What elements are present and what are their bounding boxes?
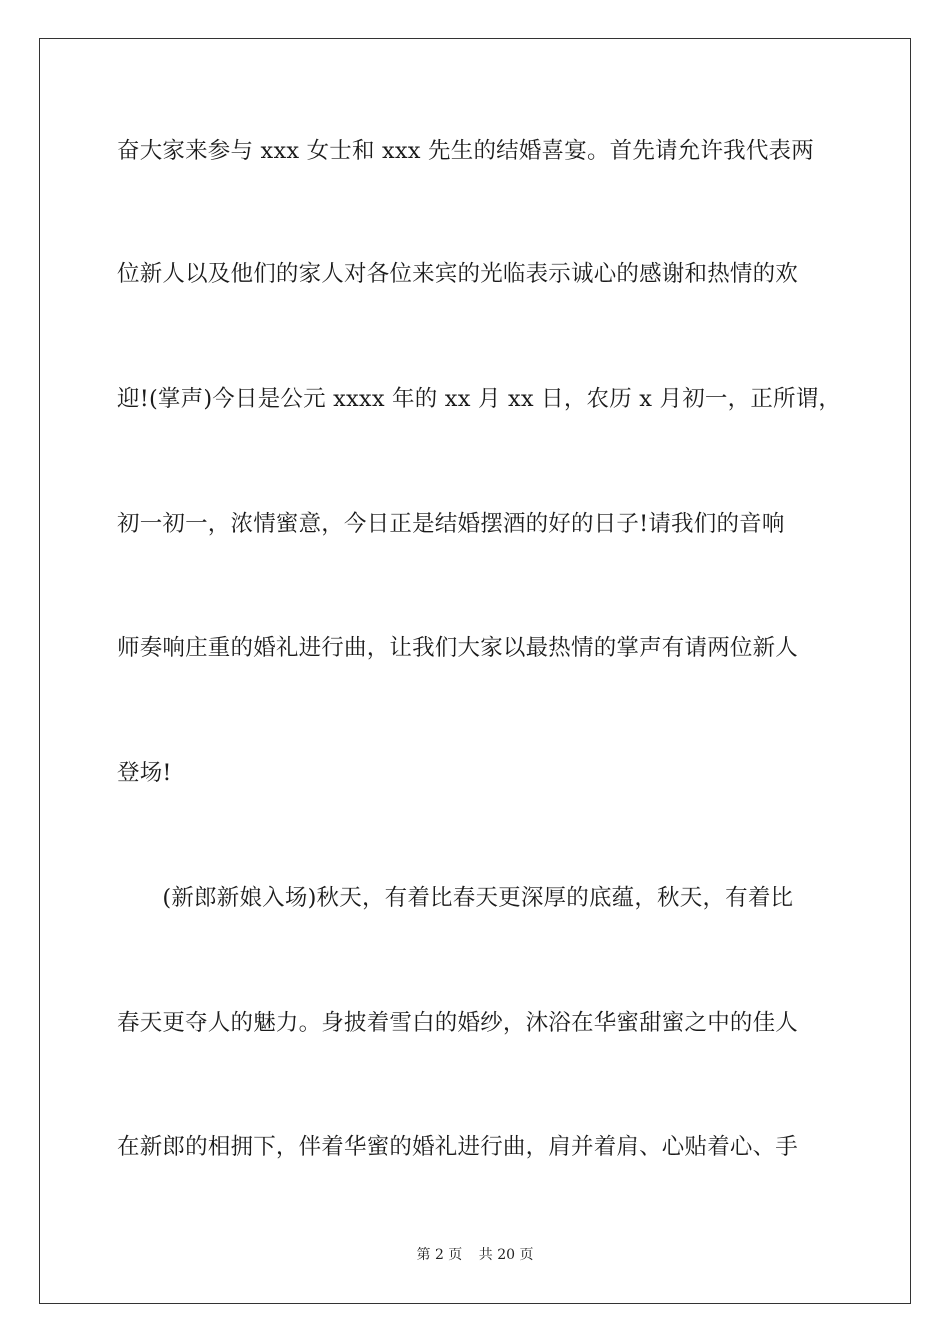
body-text-line: 奋大家来参与 xxx 女士和 xxx 先生的结婚喜宴。首先请允许我代表两: [117, 138, 814, 164]
body-text-line: (新郎新娘入场)秋天，有着比春天更深厚的底蕴，秋天，有着比: [117, 885, 794, 911]
body-text-line: 位新人以及他们的家人对各位来宾的光临表示诚心的感谢和热情的欢: [117, 261, 799, 287]
body-text-line: 师奏响庄重的婚礼进行曲，让我们大家以最热情的掌声有请两位新人: [117, 635, 799, 661]
body-text-line: 在新郎的相拥下，伴着华蜜的婚礼进行曲，肩并着肩、心贴着心、手: [117, 1134, 799, 1160]
body-text-line: 登场!: [117, 760, 172, 786]
body-text-line: 迎!(掌声)今日是公元 xxxx 年的 xx 月 xx 日，农历 x 月初一，正所谓，: [117, 386, 842, 412]
body-text-line: 春天更夺人的魅力。身披着雪白的婚纱，沐浴在华蜜甜蜜之中的佳人: [117, 1010, 799, 1036]
body-text-line: 初一初一，浓情蜜意，今日正是结婚摆酒的好的日子!请我们的音响: [117, 511, 785, 537]
page-frame: [39, 38, 911, 1304]
page-footer: [0, 1245, 950, 1265]
page-number: 第 2 页: [416, 1247, 463, 1263]
page-total: 共 20 页: [478, 1247, 534, 1263]
